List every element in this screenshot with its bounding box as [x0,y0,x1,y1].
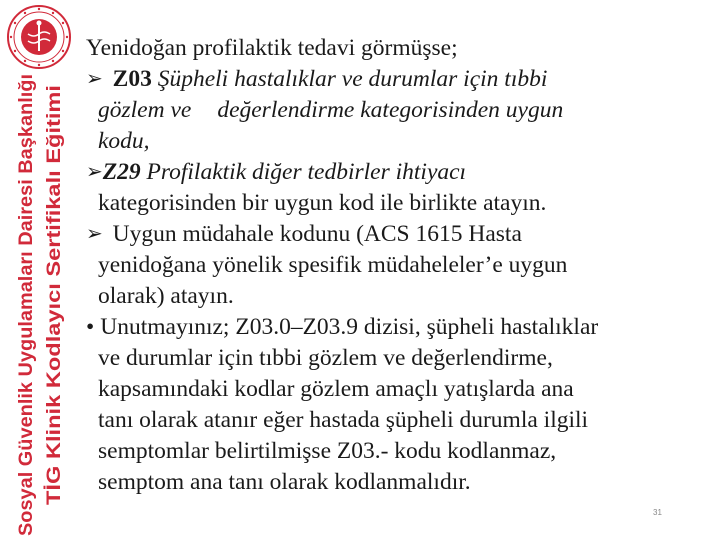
note-line-1 [86,312,710,343]
sidebar-title-line-2: TİG Klinik Kodlayıcı Sertifikalı Eğitimi [43,158,65,505]
item2-text-a: Profilaktik diğer tedbirler ihtiyacı [146,159,467,185]
item3-line-3 [86,281,710,312]
note-text-3: kapsamındaki kodlar gözlem amaçlı yatışlarda ana [98,376,574,402]
item1-line-3 [86,126,710,157]
arrow-bullet-icon: ➢ [86,221,103,245]
item1-text-b2: değerlendirme kategorisinden uygun [217,97,564,123]
sidebar-title-line-1: Sosyal Güvenlik Uygulamaları Dairesi Başkanlığı [15,84,37,536]
note-text-5: semptomlar belirtilmişse Z03.- kodu kodlanmaz, [98,438,557,464]
note-line-5 [86,436,710,467]
intro-line [86,33,710,64]
item2-text-b: kategorisinden bir uygun kod ile birlikte atayın. [98,190,547,216]
sidebar-vertical-titles [0,0,80,540]
page-number: 31 [653,508,662,517]
code-z03: Z03 [112,66,152,92]
item1-text-a: Şüpheli hastalıklar ve durumlar için tıbbi [157,66,548,92]
bullet-icon: • [86,314,95,340]
note-text-4: tanı olarak atanır eğer hastada şüpheli durumla ilgili [98,407,589,433]
list-item-procedure [86,219,710,250]
note-text-1: Unutmayınız; Z03.0–Z03.9 dizisi, şüpheli hastalıklar [100,314,599,340]
note-line-4 [86,405,710,436]
sidebar [0,0,80,540]
note-line-2 [86,343,710,374]
arrow-bullet-icon: ➢ [86,66,103,90]
item1-text-b1: gözlem ve [98,97,192,123]
item1-text-c: kodu, [98,128,150,154]
item3-text-c: olarak) atayın. [98,283,234,309]
code-z29: Z29 [102,159,141,185]
item2-line-2 [86,188,710,219]
item1-line-2 [86,95,710,126]
list-item-z03 [86,64,710,95]
note-text-6: semptom ana tanı olarak kodlanmalıdır. [98,469,471,495]
list-item-z29 [86,157,710,188]
item3-line-2 [86,250,710,281]
item3-text-b: yenidoğana yönelik spesifik müdaheleler’e uygun [98,252,568,278]
slide-content [86,33,710,498]
arrow-bullet-icon: ➢ [86,159,103,183]
note-line-3 [86,374,710,405]
item3-text-a: Uygun müdahale kodunu (ACS 1615 Hasta [112,221,522,247]
note-text-2: ve durumlar için tıbbi gözlem ve değerlendirme, [98,345,553,371]
intro-text: Yenidoğan profilaktik tedavi görmüşse; [86,35,458,61]
note-line-6 [86,467,710,498]
